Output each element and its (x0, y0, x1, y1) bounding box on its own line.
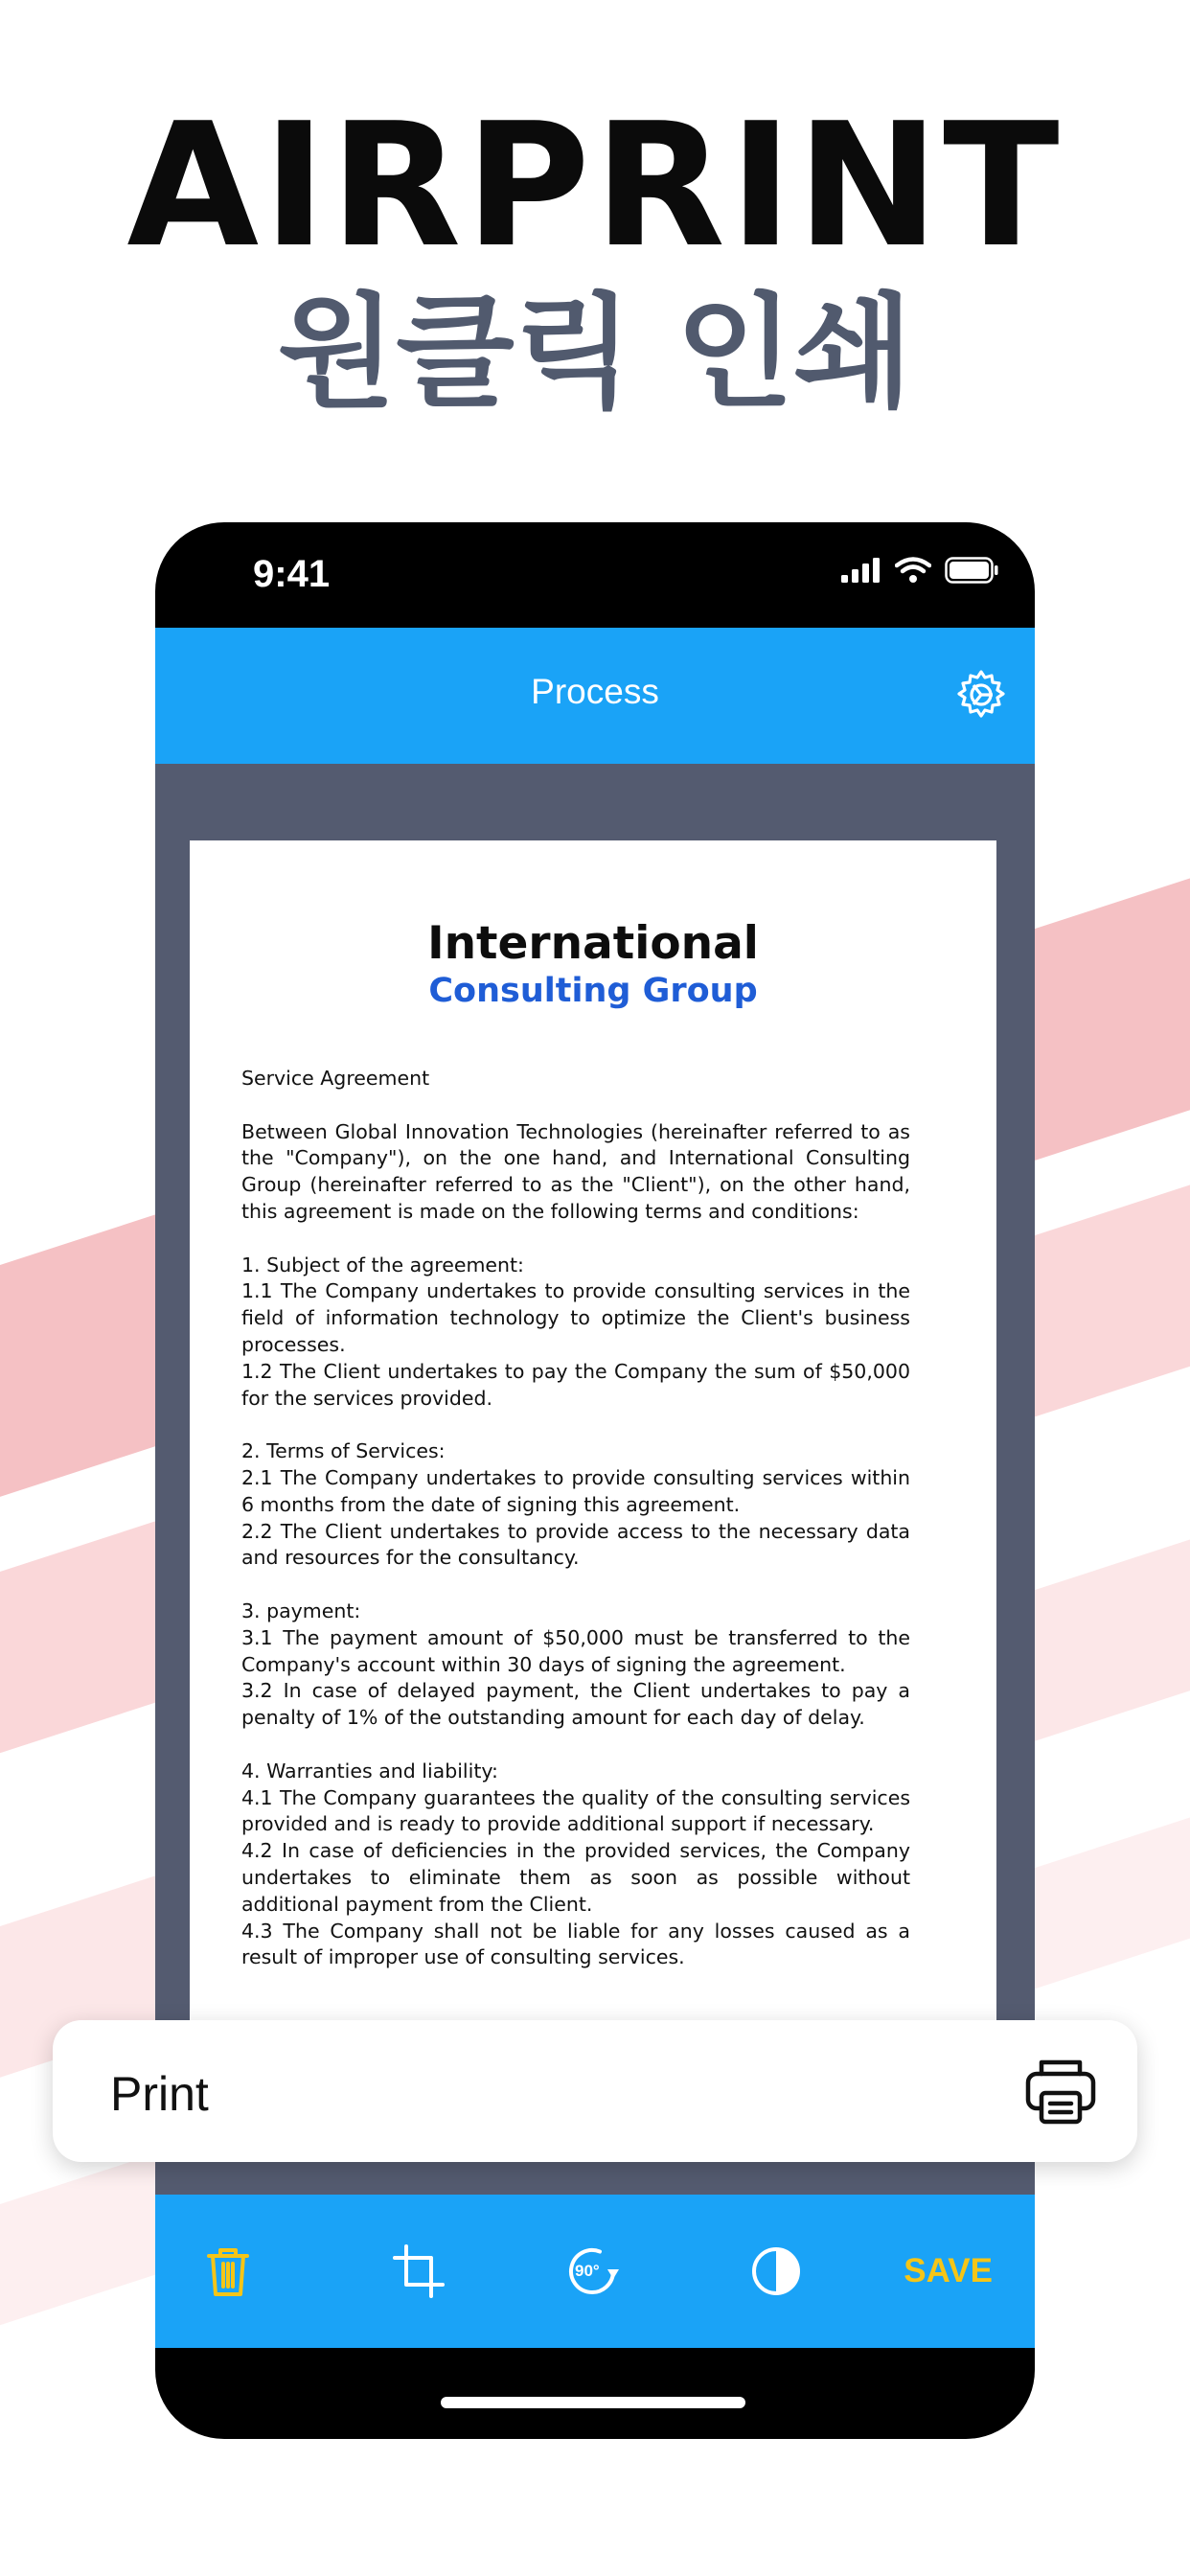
doc-line: 2. Terms of Services: (241, 1439, 446, 1463)
document-page (190, 840, 996, 2086)
document-canvas (155, 764, 1035, 2199)
doc-line: 4. Warranties and liability: (241, 1759, 498, 1782)
doc-paragraph (241, 1598, 910, 1732)
doc-paragraph (241, 1119, 910, 1226)
headline: AIRPRINT (126, 86, 1064, 285)
trash-icon[interactable] (203, 2244, 253, 2298)
doc-line: 4.2 In case of deficiencies in the provided services, the Company undertakes to eliminate them as soon as possible without additional payment from the Client. (241, 1839, 910, 1916)
doc-line: Between Global Innovation Technologies (hereinafter referred to as the "Company"), on the one hand, and International Consulting Group (hereinafter referred to as the "Client"), on the other hand, this agreement is made on the following terms and conditions: (241, 1119, 910, 1223)
crop-icon[interactable] (393, 2244, 445, 2298)
doc-line: 3.2 In case of delayed payment, the Client undertakes to pay a penalty of 1% of the outstanding amount for each day of delay. (241, 1679, 910, 1730)
doc-line: 1.1 The Company undertakes to provide consulting services in the field of information technology to optimize the Client's business processes. (241, 1279, 910, 1356)
printer-icon (1024, 2057, 1097, 2126)
top-navigation-bar (155, 628, 1035, 764)
print-button[interactable] (53, 2020, 1137, 2162)
contrast-icon[interactable] (749, 2244, 803, 2298)
doc-line: 3.1 The payment amount of $50,000 must be transferred to the Company's account within 30 days of signing the agreement. (241, 1625, 910, 1676)
doc-line: 4.3 The Company shall not be liable for any losses caused as a result of improper use of consulting services. (241, 1919, 910, 1969)
doc-paragraph (241, 1066, 910, 1092)
save-button[interactable]: SAVE (904, 2252, 993, 2289)
doc-paragraph (241, 1759, 910, 1971)
doc-line: 2.2 The Client undertakes to provide access to the necessary data and resources for the consultancy. (241, 1519, 910, 1570)
doc-line: 1.2 The Client undertakes to pay the Company the sum of $50,000 for the services provided. (241, 1359, 910, 1410)
wifi-icon (895, 557, 931, 584)
doc-paragraph (241, 1253, 910, 1413)
bottom-toolbar (155, 2195, 1035, 2348)
gear-icon[interactable] (954, 668, 1008, 722)
doc-paragraph (241, 1438, 910, 1572)
home-indicator (441, 2397, 745, 2408)
doc-line: Service Agreement (241, 1067, 430, 1090)
doc-line: 4.1 The Company guarantees the quality of the consulting services provided and is ready to provide additional support if necessary. (241, 1785, 910, 1836)
doc-line: 1. Subject of the agreement: (241, 1253, 524, 1276)
doc-line: 3. payment: (241, 1598, 361, 1622)
battery-icon (945, 557, 998, 584)
screen-title: Process (531, 672, 659, 711)
status-icons (841, 557, 998, 584)
status-time: 9:41 (253, 553, 331, 595)
print-label: Print (110, 2067, 209, 2121)
rotate-90-button[interactable] (565, 2244, 625, 2298)
company-name-line2: Consulting Group (428, 972, 758, 1010)
doc-line: 2.1 The Company undertakes to provide consulting services within 6 months from the date of signing this agreement. (241, 1465, 910, 1516)
signal-icon (841, 558, 881, 583)
subheadline: 원클릭 인쇄 (277, 282, 913, 425)
company-name-line1: International (427, 917, 759, 970)
document-body (241, 1066, 910, 1998)
rotate-label: 90° (575, 2262, 600, 2280)
